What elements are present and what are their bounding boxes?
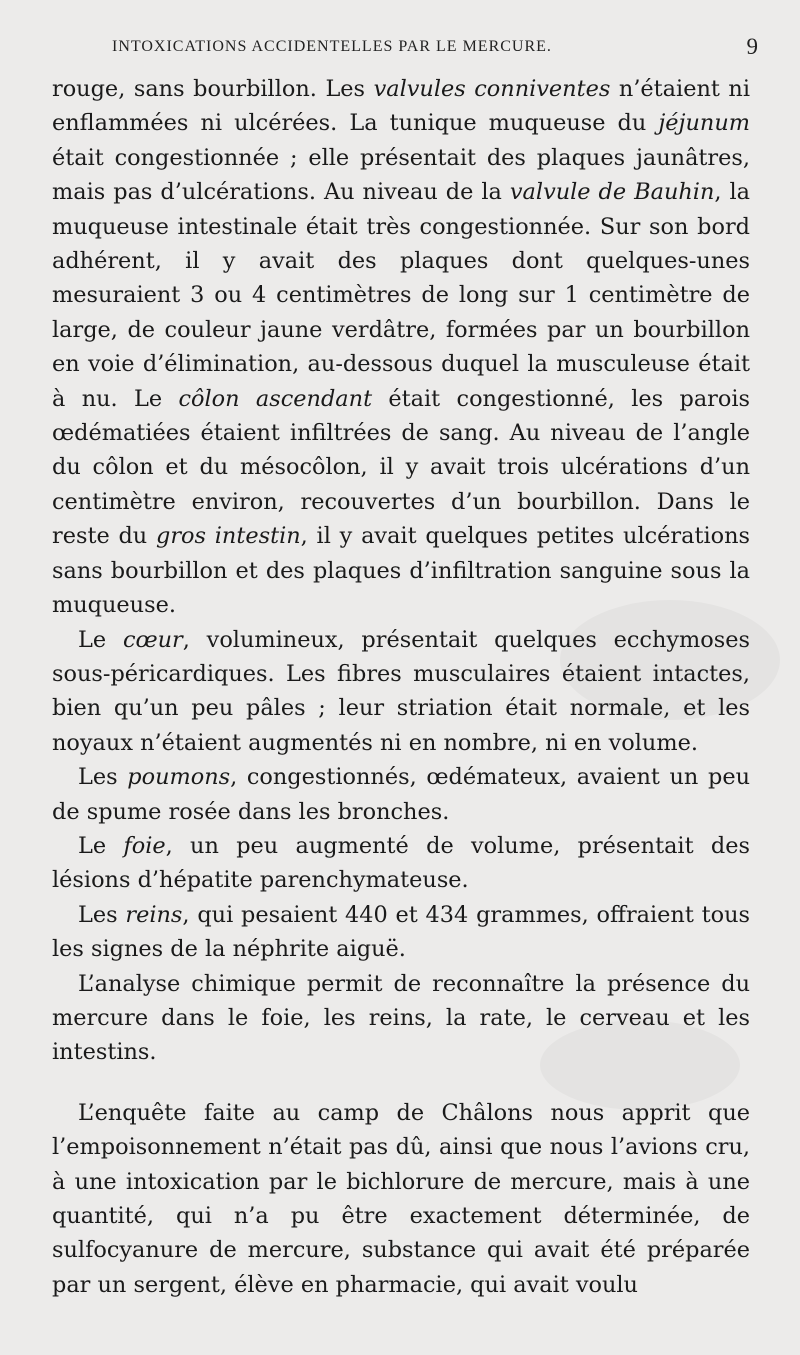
running-head: INTOXICATIONS ACCIDENTELLES PAR LE MERCURE. [112, 38, 552, 55]
italic-term: valvules conniventes [373, 76, 611, 102]
text-run: , il y avait quelques petites ulcérations sans bourbillon et des plaques d’infiltration sanguine sous la muqueuse. [52, 523, 750, 619]
text-run: , congestionnés, œdémateux, avaient un peu de spume rosée dans les bronches. [52, 764, 750, 825]
paragraph [52, 760, 750, 829]
text-run: , qui pesaient 440 et 434 grammes, offraient tous les signes de la néphrite aiguë. [52, 901, 750, 963]
text-run: L’enquête faite au camp de Châlons nous apprit que l’empoisonnement n’était pas dû, ainsi que nous l’avions cru, à une intoxication par le bichlorure de mercure, mais à une quantité, qui n’a pu être exactement déterminée, de sulfocyanure de mercure, substance qui avait été préparée par un sergent, élève en pharmacie, qui avait voulu [52, 1099, 750, 1298]
text-run: L’analyse chimique permit de reconnaître la présence du mercure dans le foie, les reins, la rate, le cerveau et les intestins. [52, 970, 750, 1066]
paragraph [52, 72, 750, 623]
italic-term: reins [125, 901, 183, 928]
paragraph [52, 898, 750, 967]
text-run: Le [78, 832, 124, 859]
paragraph [52, 623, 750, 761]
italic-term: côlon ascendant [178, 385, 373, 412]
body-text [52, 72, 750, 1302]
italic-term: cœur [122, 626, 183, 653]
text-run: , la muqueuse intestinale était très congestionnée. Sur son bord adhérent, il y avait des plaques dont quelques-unes mesuraient 3 ou 4 centimètres de long sur 1 centimètre de large, de couleur jaune verdâtre, formées par un bourbillon en voie d’élimination, au-dessous duquel la musculeuse était à nu. Le [52, 179, 751, 412]
paragraph-gap [52, 1070, 750, 1096]
paragraph [52, 1096, 750, 1302]
text-run: rouge, sans bourbillon. Les [52, 76, 374, 102]
page-header [112, 34, 758, 64]
text-run: était congestionné, les parois œdématiées étaient infiltrées de sang. Au niveau de l’angle du côlon et du mésocôlon, il y avait trois ulcérations d’un centimètre environ, recouvertes d’un bourbillon. Dans le reste du [52, 385, 751, 550]
text-run: , un peu augmenté de volume, présentait des lésions d’hépatite parenchymateuse. [52, 832, 750, 894]
text-run: , volumineux, présentait quelques ecchymoses sous-péricardiques. Les fibres musculaires étaient intactes, bien qu’un peu pâles ; leur striation était normale, et les noyaux n’étaient augmentés ni en nombre, ni en volume. [52, 626, 750, 756]
text-run: était congestionnée ; elle présentait des plaques jaunâtres, mais pas d’ulcérations. Au niveau de la [52, 144, 750, 206]
text-run: Le [78, 626, 123, 653]
text-run: n’étaient ni enflammées ni ulcérées. La tunique muqueuse du [52, 76, 750, 137]
paragraph [52, 967, 750, 1070]
italic-term: jéjunum [658, 110, 750, 137]
italic-term: foie [123, 832, 166, 859]
italic-term: gros intestin [155, 523, 301, 550]
italic-term: poumons [127, 764, 231, 791]
page-number: 9 [746, 34, 758, 59]
text-run: Les [78, 901, 126, 928]
italic-term: valvule de Bauhin [509, 179, 715, 206]
paragraph [52, 829, 750, 898]
text-run: Les [78, 764, 128, 791]
